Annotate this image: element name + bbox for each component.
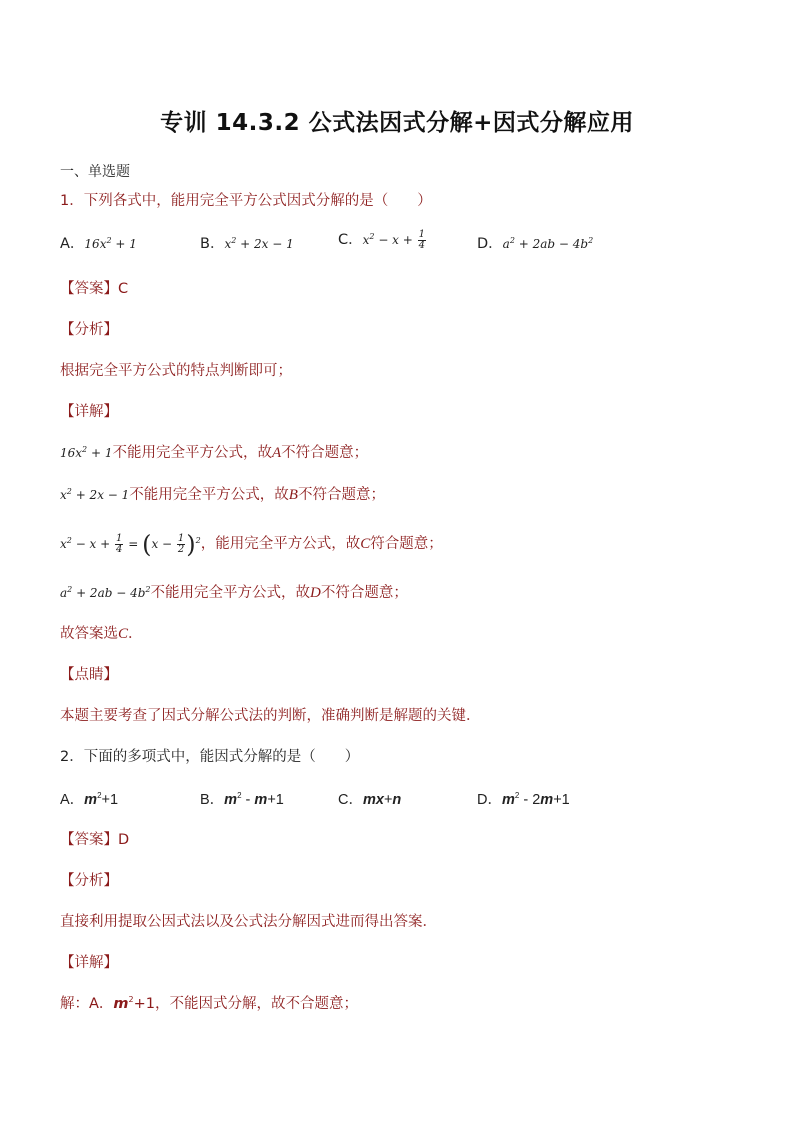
q2-answer-label: 【答案】: [60, 832, 118, 848]
q1-answer-label: 【答案】: [60, 281, 118, 297]
section-heading: 一、单选题: [60, 164, 130, 180]
q2-detail-end: ，不能因式分解，故不合题意；: [155, 996, 358, 1012]
q1-option-a: [60, 232, 137, 253]
q1-conclusion: [60, 624, 143, 644]
q2-option-a-formula: $m^2+1$: [84, 791, 119, 808]
q1-detail-line-3: [60, 530, 443, 559]
q1-option-c-formula: $x^2 - x$ + $\frac{1}{4}$: [362, 229, 426, 251]
q1-conclusion-letter: C: [118, 626, 129, 642]
q1-detail-2-text: 不能用完全平方公式，故: [129, 487, 289, 503]
q1-answer-value: C: [118, 281, 129, 297]
q1-comment-label: 【点睛】: [60, 667, 118, 683]
q1-detail-1-text: 不能用完全平方公式，故: [112, 445, 272, 461]
q2-detail-line-1: [60, 994, 358, 1014]
q1-detail-1-letter: A: [271, 445, 282, 461]
question-1-stem: 1．下列各式中，能用完全平方公式因式分解的是（ ）: [60, 193, 432, 209]
question-2-options: [60, 788, 740, 812]
q1-detail-3-letter: C: [360, 536, 371, 552]
q2-answer: [60, 830, 129, 850]
q1-option-d: [477, 232, 593, 253]
q1-detail-label: 【详解】: [60, 404, 118, 420]
q2-option-c-formula: mx+n: [362, 792, 402, 808]
q1-detail-4-text: 不能用完全平方公式，故: [150, 585, 310, 601]
q1-option-b-label: B．: [200, 236, 225, 252]
q1-detail-2-formula: $x^2 + 2x - 1$: [60, 487, 130, 502]
q1-detail-1-end: 不符合题意；: [281, 445, 369, 461]
q2-detail-start: 解：A．: [60, 996, 114, 1012]
q2-option-d-formula: $m^2 - 2m+1$: [501, 791, 570, 808]
q2-analysis-text: 直接利用提取公因式法以及公式法分解因式进而得出答案．: [60, 914, 437, 930]
q1-comment-text: 本题主要考查了因式分解公式法的判断，准确判断是解题的关键．: [60, 708, 481, 724]
q1-detail-line-4: [60, 583, 408, 603]
q2-analysis-label: 【分析】: [60, 873, 118, 889]
q1-option-c-label: C．: [338, 232, 363, 248]
q1-detail-3-end: 符合题意；: [370, 536, 443, 552]
q2-option-c: [338, 788, 401, 809]
q2-option-a-label: A．: [60, 792, 85, 808]
q2-option-b-formula: $m^2 - m+1$: [224, 791, 284, 808]
q1-detail-4-letter: D: [310, 585, 321, 601]
q2-option-b: [200, 788, 284, 809]
q1-option-c: [338, 228, 427, 251]
q1-detail-4-formula: $a^2 + 2ab - 4b^2$: [60, 585, 151, 600]
page-title: 专训 14.3.2 公式法因式分解+因式分解应用: [160, 110, 634, 136]
q1-detail-1-formula: $16x^2 + 1$: [60, 445, 113, 460]
q1-detail-2-end: 不符合题意；: [297, 487, 385, 503]
q2-detail-formula: $m^2+1$: [113, 995, 155, 1012]
q1-option-b-formula: $x^2 + 2x - 1$: [224, 236, 294, 251]
q1-option-a-label: A．: [60, 236, 85, 252]
q1-analysis-label: 【分析】: [60, 322, 118, 338]
q1-conclusion-end: ．: [128, 626, 143, 642]
q2-option-a: [60, 788, 118, 809]
q1-detail-3-text: ，能用完全平方公式，故: [200, 536, 361, 552]
q1-option-a-formula: $16x^2 + 1$: [84, 236, 137, 251]
q1-analysis-text: 根据完全平方公式的特点判断即可；: [60, 363, 292, 379]
q1-answer: [60, 279, 128, 299]
q1-option-d-formula: $a^2 + 2ab - 4b^2$: [502, 236, 594, 251]
q1-detail-4-end: 不符合题意；: [320, 585, 408, 601]
q2-option-c-label: C．: [338, 792, 363, 808]
q1-detail-line-2: [60, 485, 385, 505]
question-2-stem: 2．下面的多项式中，能因式分解的是（ ）: [60, 749, 360, 765]
q2-option-d: [477, 788, 570, 809]
q1-detail-3-formula: $x^2 - x$ + $\frac{1}{4}$ = (x − $\frac{1}{2}$ )$^2$: [60, 530, 201, 559]
q1-option-d-label: D．: [477, 236, 503, 252]
q2-answer-value: D: [118, 832, 130, 848]
q2-detail-label: 【详解】: [60, 955, 118, 971]
q1-option-b: [200, 232, 294, 253]
question-1-options: [60, 229, 740, 256]
q1-detail-line-1: [60, 443, 368, 463]
q2-option-d-label: D．: [477, 792, 502, 808]
q1-detail-2-letter: B: [288, 487, 298, 503]
q2-option-b-label: B．: [200, 792, 225, 808]
q1-conclusion-text: 故答案选: [60, 626, 118, 642]
